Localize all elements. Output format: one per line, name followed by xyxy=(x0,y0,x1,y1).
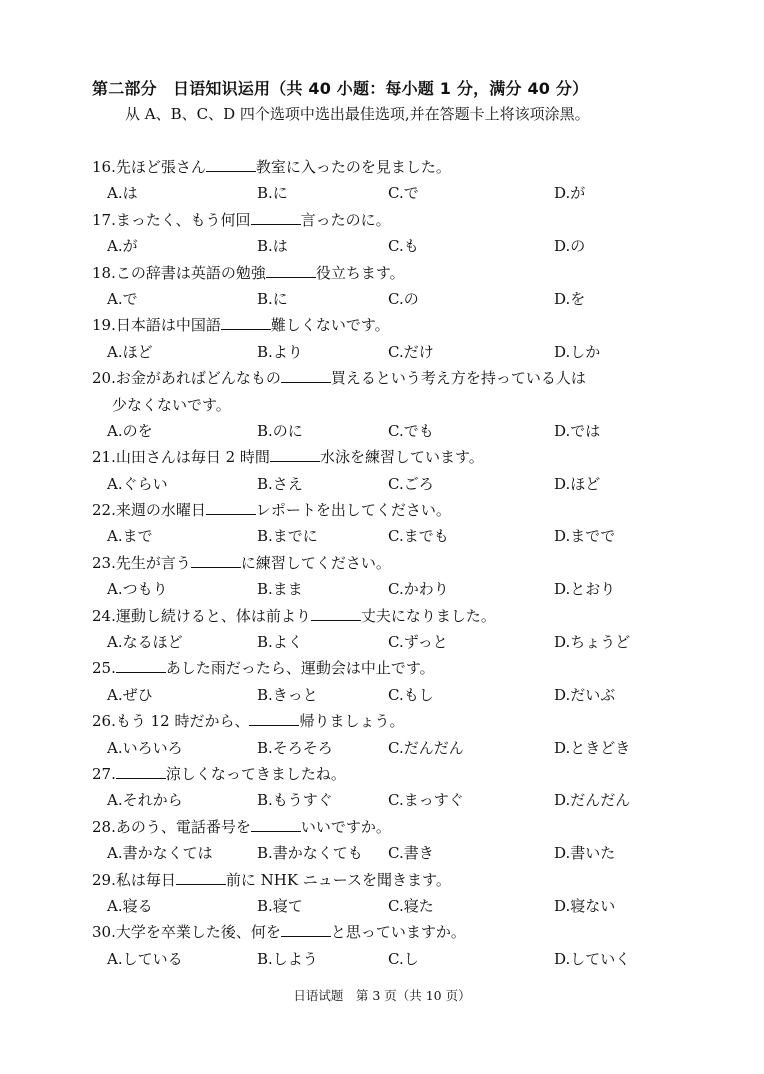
answer-options xyxy=(92,180,692,206)
answer-blank xyxy=(191,552,241,568)
option-b: B.きっと xyxy=(257,685,318,704)
option-b: B.よく xyxy=(257,633,303,652)
question-text-after-blank: 涼しくなってきましたね。 xyxy=(165,764,346,783)
option-b: B.しよう xyxy=(257,949,318,968)
answer-options xyxy=(92,787,692,813)
question-stem xyxy=(92,365,692,391)
question-item xyxy=(92,919,692,972)
question-item xyxy=(92,207,692,260)
question-text-before-blank: 28.あのう、電話番号を xyxy=(92,817,251,836)
answer-options xyxy=(92,233,692,259)
answer-blank xyxy=(270,446,320,462)
option-a: A.いろいろ xyxy=(107,738,183,757)
question-item xyxy=(92,761,692,814)
option-d: D.ちょうど xyxy=(554,633,631,652)
answer-options xyxy=(92,946,692,972)
question-stem xyxy=(92,655,692,681)
option-c: C.寝た xyxy=(388,896,434,915)
answer-blank xyxy=(206,499,256,515)
option-b: B.そろそろ xyxy=(257,738,333,757)
question-stem xyxy=(92,260,692,286)
question-text-after-blank: レポートを出してください。 xyxy=(255,501,451,520)
option-c: C.かわり xyxy=(388,580,449,599)
option-d: D.までで xyxy=(554,527,616,546)
answer-blank xyxy=(251,209,301,225)
question-text-after-blank: に練習してください。 xyxy=(240,553,391,572)
question-text-after-blank: 丈夫になりました。 xyxy=(360,606,496,625)
option-b: B.までに xyxy=(257,527,318,546)
option-b: B.のに xyxy=(257,421,303,440)
question-stem xyxy=(92,154,692,180)
answer-blank xyxy=(281,921,331,937)
option-b: B.まま xyxy=(257,580,303,599)
option-b: B.書かなくても xyxy=(257,844,363,863)
question-text-after-blank: 水泳を練習しています。 xyxy=(319,448,484,467)
question-text-before-blank: 26.もう 12 時だから、 xyxy=(92,712,250,731)
question-text-before-blank: 25. xyxy=(92,659,116,678)
question-text-before-blank: 19.日本語は中国語 xyxy=(92,316,221,335)
option-a: A.ほど xyxy=(107,342,153,361)
answer-options xyxy=(92,735,692,761)
answer-blank xyxy=(116,763,166,779)
question-text-before-blank: 17.まったく、もう何回 xyxy=(92,210,251,229)
answer-blank xyxy=(206,156,256,172)
question-text-before-blank: 20.お金があればどんなもの xyxy=(92,369,281,388)
question-stem xyxy=(92,312,692,338)
question-text-after-blank: 難しくないです。 xyxy=(270,316,390,335)
question-stem xyxy=(92,444,692,470)
question-text-after-blank: と思っていますか。 xyxy=(330,923,466,942)
question-list xyxy=(92,154,692,972)
option-a: A.なるほど xyxy=(107,633,183,652)
question-text-before-blank: 18.この辞書は英語の勉強 xyxy=(92,263,266,282)
question-text-before-blank: 27. xyxy=(92,764,116,783)
answer-blank xyxy=(281,367,331,383)
option-d: D.とおり xyxy=(554,580,616,599)
answer-options xyxy=(92,682,692,708)
option-a: A.で xyxy=(107,289,138,308)
option-c: C.までも xyxy=(388,527,449,546)
option-c: C.ずっと xyxy=(388,633,448,652)
option-c: C.だんだん xyxy=(388,738,464,757)
question-stem xyxy=(92,867,692,893)
option-c: C.だけ xyxy=(388,342,434,361)
question-text-before-blank: 30.大学を卒業した後、何を xyxy=(92,923,281,942)
option-c: C.まっすぐ xyxy=(388,791,464,810)
answer-options xyxy=(92,576,692,602)
option-b: B.に xyxy=(257,184,288,203)
option-d: D.の xyxy=(554,237,586,256)
option-b: B.は xyxy=(257,237,288,256)
option-a: A.ぜひ xyxy=(107,685,153,704)
question-stem-continued: 少なくないです。 xyxy=(112,395,231,414)
question-text-after-blank: あした雨だったら、運動会は中止です。 xyxy=(165,659,435,678)
question-text-after-blank: 役立ちます。 xyxy=(315,263,405,282)
answer-blank xyxy=(176,869,226,885)
option-d: D.では xyxy=(554,421,601,440)
question-stem xyxy=(92,814,692,840)
option-d: D.だいぶ xyxy=(554,685,616,704)
option-a: A.書かなくては xyxy=(107,844,213,863)
answer-options xyxy=(92,840,692,866)
question-item xyxy=(92,708,692,761)
answer-blank xyxy=(221,314,271,330)
option-d: D.していく xyxy=(554,949,631,968)
question-stem xyxy=(92,919,692,945)
question-text-before-blank: 29.私は毎日 xyxy=(92,870,176,889)
answer-blank xyxy=(266,262,316,278)
option-d: D.ときどき xyxy=(554,738,631,757)
question-text-after-blank: 買えるという考え方を持っている人は xyxy=(330,369,586,388)
question-text-before-blank: 22.来週の水曜日 xyxy=(92,501,206,520)
question-stem xyxy=(92,603,692,629)
answer-options xyxy=(92,339,692,365)
option-a: A.まで xyxy=(107,527,153,546)
answer-options xyxy=(92,629,692,655)
option-d: D.ほど xyxy=(554,474,601,493)
question-item xyxy=(92,550,692,603)
answer-options xyxy=(92,471,692,497)
question-text-after-blank: 帰りましょう。 xyxy=(299,712,405,731)
section-title: 第二部分 日语知识运用（共 40 小题：每小题 1 分，满分 40 分） xyxy=(92,79,589,98)
answer-options xyxy=(92,418,692,444)
option-a: A.それから xyxy=(107,791,183,810)
option-d: D.書いた xyxy=(554,844,616,863)
answer-blank xyxy=(251,816,301,832)
option-a: A.寝る xyxy=(107,896,153,915)
answer-options xyxy=(92,893,692,919)
option-d: D.を xyxy=(554,289,586,308)
question-text-after-blank: いいですか。 xyxy=(300,817,391,836)
option-b: B.さえ xyxy=(257,474,303,493)
question-text-before-blank: 23.先生が言う xyxy=(92,553,191,572)
question-item xyxy=(92,814,692,867)
question-stem xyxy=(92,497,692,523)
question-stem xyxy=(92,550,692,576)
question-item xyxy=(92,260,692,313)
answer-blank xyxy=(311,605,361,621)
option-c: C.も xyxy=(388,237,419,256)
option-c: C.書き xyxy=(388,844,434,863)
option-a: A.ぐらい xyxy=(107,474,168,493)
option-a: A.が xyxy=(107,237,138,256)
section-instructions: 从 A、B、C、D 四个选项中选出最佳选项,并在答题卡上将该项涂黑。 xyxy=(125,105,590,123)
option-b: B.に xyxy=(257,289,288,308)
page-footer: 日语试题 第 3 页（共 10 页） xyxy=(293,988,471,1003)
question-text-before-blank: 16.先ほど張さん xyxy=(92,158,206,176)
question-item xyxy=(92,444,692,497)
option-c: C.の xyxy=(388,289,419,308)
answer-options xyxy=(92,286,692,312)
question-item xyxy=(92,154,692,207)
option-b: B.寝て xyxy=(257,896,303,915)
option-a: A.のを xyxy=(107,421,153,440)
option-c: C.もし xyxy=(388,685,434,704)
option-d: D.が xyxy=(554,184,586,203)
question-text-after-blank: 前に NHK ニュースを聞きます。 xyxy=(225,870,451,889)
question-item xyxy=(92,655,692,708)
option-d: D.寝ない xyxy=(554,896,616,915)
question-text-before-blank: 24.運動し続けると、体は前より xyxy=(92,606,311,625)
question-item xyxy=(92,497,692,550)
option-a: A.している xyxy=(107,949,183,968)
option-a: A.は xyxy=(107,184,138,203)
option-c: C.ごろ xyxy=(388,474,434,493)
question-text-after-blank: 言ったのに。 xyxy=(300,210,391,229)
option-a: A.つもり xyxy=(107,580,168,599)
option-b: B.より xyxy=(257,342,303,361)
option-b: B.もうすぐ xyxy=(257,791,333,810)
question-item xyxy=(92,603,692,656)
option-c: C.し xyxy=(388,949,419,968)
question-item xyxy=(92,867,692,920)
question-stem xyxy=(92,207,692,233)
question-stem xyxy=(92,708,692,734)
option-c: C.でも xyxy=(388,421,434,440)
option-d: D.しか xyxy=(554,342,601,361)
answer-options xyxy=(92,523,692,549)
question-text-after-blank: 教室に入ったのを見ました。 xyxy=(255,158,451,176)
question-item xyxy=(92,312,692,365)
option-c: C.で xyxy=(388,184,419,203)
question-text-before-blank: 21.山田さんは毎日 2 時間 xyxy=(92,448,270,467)
option-d: D.だんだん xyxy=(554,791,631,810)
answer-blank xyxy=(116,657,166,673)
answer-blank xyxy=(249,710,299,726)
question-stem xyxy=(92,761,692,787)
question-item xyxy=(92,365,692,444)
